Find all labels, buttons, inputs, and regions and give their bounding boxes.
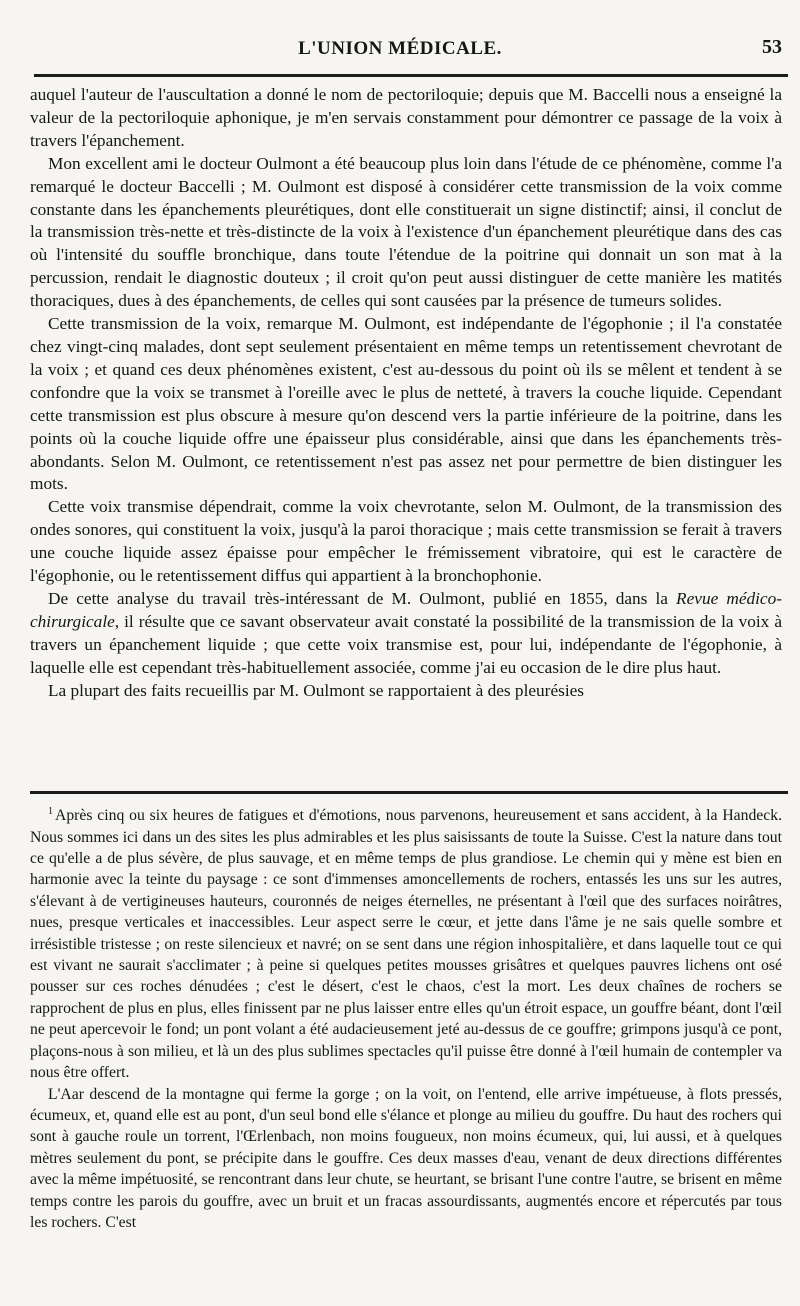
footnote-rule bbox=[30, 791, 788, 794]
page-number: 53 bbox=[762, 36, 782, 58]
paragraph-1: auquel l'auteur de l'auscultation a donné le nom de pectoriloquie; depuis que M. Baccelli nous a enseigné la valeur de la pectoriloquie aphonique, je m'en servais constamment pour démontrer ce passage de la voix à travers l'épanchement. bbox=[30, 85, 782, 150]
paragraph-5 bbox=[30, 588, 782, 680]
paragraph-2: Mon excellent ami le docteur Oulmont a été beaucoup plus loin dans l'étude de ce phénomène, comme l'a remarqué le docteur Baccelli ; M. Oulmont est disposé à considérer cette transmission de la voix comme constante dans les épanchements pleurétiques, dont elle constituerait un signe distinctif; ainsi, il conclut de la transmission très-nette et très-distincte de la voix à l'existence d'un épanchement pleurétique dans des cas où l'intensité du souffle bronchique, dans toute l'étendue de la poitrine qui donnait un son mat à la percussion, rendait le diagnostic douteux ; il croit qu'on peut aussi distinguer de cette manière les matités thoraciques, dues à des épanchements, de celles qui sont causées par la présence de tumeurs solides. bbox=[30, 153, 782, 311]
paragraph-4: Cette voix transmise dépendrait, comme la voix chevrotante, selon M. Oulmont, de la transmission des ondes sonores, qui constituent la voix, jusqu'à la paroi thoracique ; mais cette transmission se ferait à travers une couche liquide assez épaisse pour empêcher le frémissement vibratoire, qui est le caractère de l'égophonie, ou le retentissement diffus qui appartient à la bronchophonie. bbox=[30, 497, 782, 586]
main-text bbox=[30, 84, 782, 702]
paragraph-3: Cette transmission de la voix, remarque M. Oulmont, est indépendante de l'égophonie ; il l'a constatée chez vingt-cinq malades, dont sept seulement présentaient en même temps un retentissement chevrotant de la voix ; et quand ces deux phénomènes existent, c'est au-dessous du point où ils se mêlent et tendent à se confondre que la voix se transmet à l'oreille avec le plus de netteté, à travers la couche liquide. Cependant cette transmission est plus obscure à mesure qu'on descend vers la partie inférieure de la poitrine, dans les points où la couche liquide offre une épaisseur plus considérable, ainsi que dans les épanchements très-abondants. Selon M. Oulmont, ce retentissement n'est pas assez net pour permettre de bien distinguer les mots. bbox=[30, 314, 782, 494]
running-title: L'UNION MÉDICALE. bbox=[298, 38, 502, 59]
paragraph-5-start: De cette analyse du travail très-intéressant de M. Oulmont, publié en 1855, dans la bbox=[48, 588, 677, 608]
header-rule bbox=[34, 74, 788, 77]
paragraph-6: La plupart des faits recueillis par M. Oulmont se rapportaient à des pleurésies bbox=[48, 680, 585, 700]
footnote-marker: 1 bbox=[48, 806, 53, 817]
footnote-paragraph-2: L'Aar descend de la montagne qui ferme la gorge ; on la voit, on l'entend, elle arrive impétueuse, à flots pressés, écumeux, et, quand elle est au pont, d'un seul bond elle s'élance et plonge au milieu du gouffre. Du haut des rochers qui sont à gauche roule un torrent, l'Œrlenbach, non moins fougueux, non moins écumeux, qui, lui aussi, et à quelques mètres seulement du pont, se précipite dans le gouffre. Ces deux masses d'eau, venant de deux directions différentes avec la même impétuosité, se rencontrant dans leur chute, se heurtant, se brisant l'une contre l'autre, se brisent en même temps contre les parois du gouffre, avec un bruit et un fracas assourdissants, augmentés encore et répercutés par tous les rochers. C'est bbox=[30, 1085, 782, 1231]
page-header bbox=[0, 30, 800, 64]
footnote-paragraph-1-text: Après cinq ou six heures de fatigues et d'émotions, nous parvenons, heureusement et sans accident, à la Handeck. Nous sommes ici dans un des sites les plus admirables et les plus saisissants de toute la Suisse. C'est la nature dans tout ce qu'elle a de plus sévère, de plus sauvage, et en même temps de plus grandiose. Le chemin qui y mène est bien en harmonie avec la teinte du paysage : ce sont d'immenses amoncellements de rochers, entassés les uns sur les autres, s'élevant à de vertigineuses hauteurs, couronnés de neiges éternelles, ne présentant à l'œil que des surfaces noirâtres, nues, presque verticales et inaccessibles. Leur aspect serre le cœur, et jette dans l'âme je ne sais quelle sombre et irrésistible tristesse ; on reste silencieux et navré; on se sent dans une région inhospitalière, et dans laquelle tout ce qui est vivant ne saurait s'acclimater ; à peine si quelques petites mousses grisâtres et quelques pauvres lichens ont osé pousser sur ces roches dénudées ; c'est le désert, c'est le chaos, c'est la mort. Les deux chaînes de rochers se rapprochent de plus en plus, elles finissent par ne plus laisser entre elles qu'un étroit espace, un gouffre béant, dont l'œil ne peut apercevoir le fond; un pont volant a été audacieusement jeté au-dessus de ce gouffre; grimpons jusqu'à ce pont, plaçons-nous à son milieu, et là un des plus sublimes spectacles qu'il puisse être donné à l'œil humain de contempler va nous être offert. bbox=[30, 807, 782, 1082]
paragraph-5-end: , il résulte que ce savant observateur avait constaté la possibilité de la transmission de la voix à travers un épanchement liquide ; que cette voix transmise est, pour lui, indépendante de l'égophonie, à laquelle elle est cependant très-habituellement associée, comme j'ai eu occasion de le dire plus haut. bbox=[30, 611, 782, 677]
footnote bbox=[30, 801, 782, 1233]
footnote-paragraph-1 bbox=[30, 801, 782, 1084]
journal-title-italic: Revue médico-chirurgicale bbox=[30, 588, 782, 631]
